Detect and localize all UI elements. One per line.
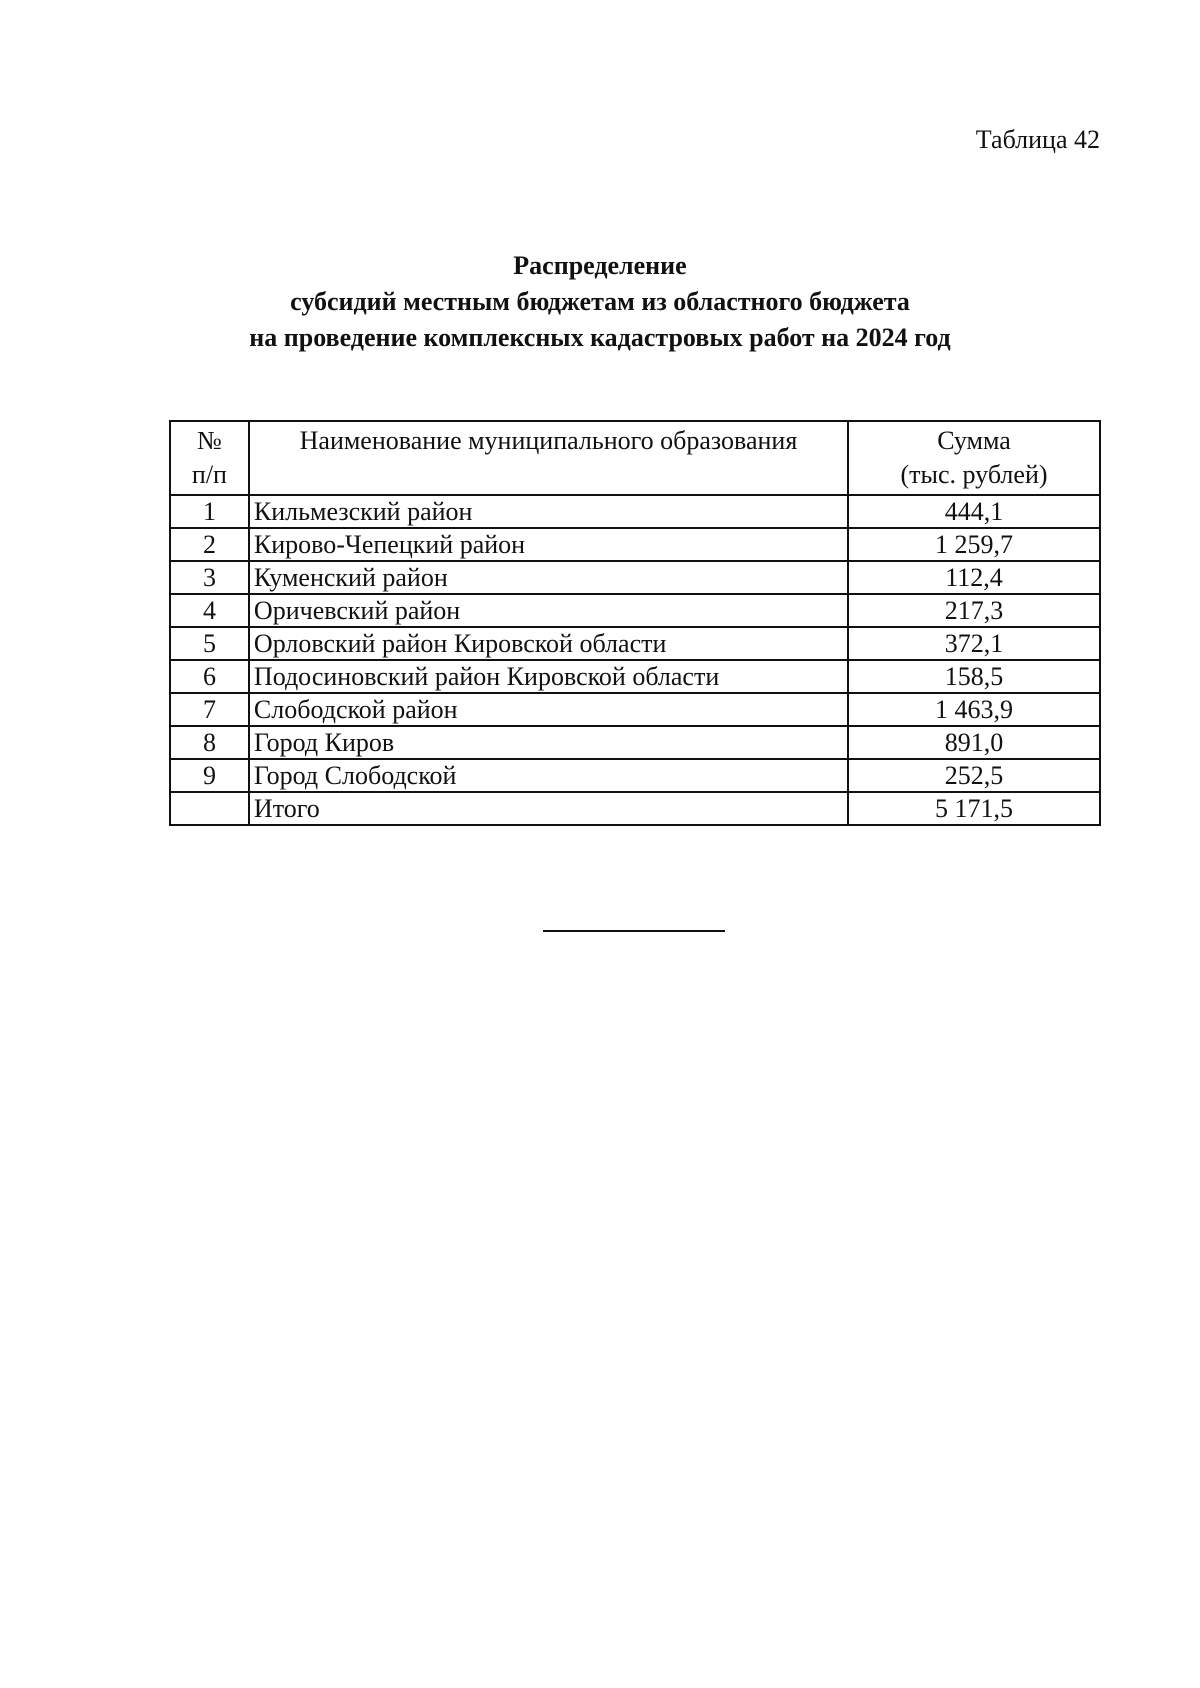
row-number: 7	[170, 693, 249, 726]
header-sum-line-1: Сумма	[937, 426, 1011, 455]
header-number	[170, 421, 249, 495]
row-municipality: Город Киров	[249, 726, 848, 759]
row-number: 9	[170, 759, 249, 792]
row-number: 1	[170, 495, 249, 528]
header-municipality-name	[249, 421, 848, 495]
row-sum: 252,5	[848, 759, 1100, 792]
row-sum: 1 259,7	[848, 528, 1100, 561]
row-number: 5	[170, 627, 249, 660]
total-sum: 5 171,5	[848, 792, 1100, 825]
table-row	[170, 759, 1100, 792]
table-row	[170, 660, 1100, 693]
row-number: 2	[170, 528, 249, 561]
row-sum: 891,0	[848, 726, 1100, 759]
row-number: 8	[170, 726, 249, 759]
header-number-line-1: №	[197, 426, 222, 455]
table-row	[170, 561, 1100, 594]
row-municipality: Кильмезский район	[249, 495, 848, 528]
table-row	[170, 726, 1100, 759]
table-header-row	[170, 421, 1100, 495]
row-municipality: Орловский район Кировской области	[249, 627, 848, 660]
row-number: 4	[170, 594, 249, 627]
table-row	[170, 627, 1100, 660]
heading-line-2: субсидий местным бюджетам из областного бюджета	[290, 287, 910, 316]
subsidies-table	[169, 420, 1101, 826]
table-row	[170, 594, 1100, 627]
table-row	[170, 528, 1100, 561]
total-number	[170, 792, 249, 825]
table-number-label: Таблица 42	[975, 125, 1100, 154]
row-municipality: Куменский район	[249, 561, 848, 594]
row-number: 3	[170, 561, 249, 594]
table-row	[170, 693, 1100, 726]
document-heading	[0, 248, 1200, 356]
heading-line-3: на проведение комплексных кадастровых работ на 2024 год	[249, 323, 951, 352]
header-sum	[848, 421, 1100, 495]
row-number: 6	[170, 660, 249, 693]
heading-line-1: Распределение	[513, 251, 687, 280]
row-sum: 158,5	[848, 660, 1100, 693]
row-municipality: Кирово-Чепецкий район	[249, 528, 848, 561]
end-rule-divider	[543, 930, 725, 932]
header-sum-line-2: (тыс. рублей)	[900, 460, 1048, 489]
row-sum: 1 463,9	[848, 693, 1100, 726]
row-municipality: Подосиновский район Кировской области	[249, 660, 848, 693]
table-row	[170, 495, 1100, 528]
total-label: Итого	[249, 792, 848, 825]
header-name-text: Наименование муниципального образования	[299, 426, 798, 455]
row-sum: 444,1	[848, 495, 1100, 528]
table-total-row	[170, 792, 1100, 825]
row-municipality: Оричевский район	[249, 594, 848, 627]
row-sum: 217,3	[848, 594, 1100, 627]
header-number-line-2: п/п	[191, 460, 227, 489]
row-sum: 372,1	[848, 627, 1100, 660]
row-municipality: Слободской район	[249, 693, 848, 726]
row-sum: 112,4	[848, 561, 1100, 594]
row-municipality: Город Слободской	[249, 759, 848, 792]
